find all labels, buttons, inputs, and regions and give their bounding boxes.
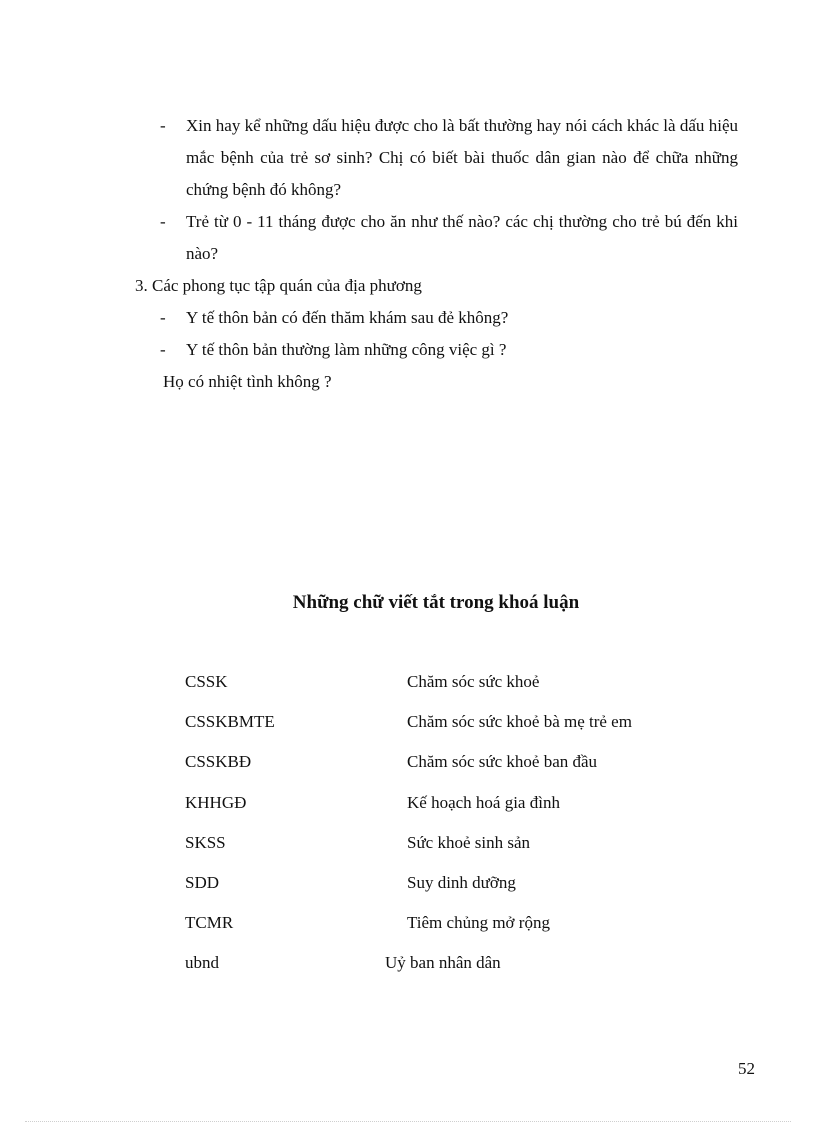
list-item — [160, 206, 738, 270]
abbreviation-definition: Uỷ ban nhân dân — [385, 953, 501, 973]
abbreviation-definition: Sức khoẻ sinh sản — [407, 832, 531, 852]
abbreviation-row — [185, 908, 705, 948]
abbreviation-row — [185, 667, 705, 707]
list-item-text: Xin hay kể những dấu hiệu được cho là bất thường hay nói cách khác là dấu hiệu mắc bệnh của trẻ sơ sinh? Chị có biết bài thuốc dân gian nào để chữa những chứng bệnh đó không? — [186, 116, 738, 199]
list-item — [160, 110, 738, 206]
abbreviation-code: SKSS — [185, 832, 226, 852]
footer-divider — [25, 1121, 791, 1122]
bullet-dash: - — [160, 340, 166, 359]
abbreviation-code: CSSKBĐ — [185, 752, 252, 772]
abbreviation-row — [185, 948, 705, 988]
abbreviation-row — [185, 707, 705, 747]
page-number: 52 — [738, 1059, 755, 1078]
list-item-text: Y tế thôn bản có đến thăm khám sau đẻ không? — [186, 308, 509, 327]
abbreviation-code: CSSK — [185, 672, 228, 691]
section-heading: 3. Các phong tục tập quán của địa phương — [135, 276, 422, 295]
abbreviation-code: SDD — [185, 872, 220, 892]
abbreviation-row — [185, 828, 705, 868]
bullet-dash: - — [160, 308, 166, 327]
abbreviations-table — [185, 667, 705, 989]
abbreviation-row — [185, 788, 705, 828]
bullet-dash: - — [160, 212, 166, 231]
abbreviation-definition: Tiêm chủng mở rộng — [407, 913, 550, 933]
question-list-2 — [160, 302, 738, 366]
abbreviations-title: Những chữ viết tắt trong khoá luận — [292, 592, 580, 613]
trailing-question: Họ có nhiệt tình không ? — [163, 372, 332, 391]
abbreviation-row — [185, 747, 705, 787]
abbreviation-code: TCMR — [185, 913, 234, 933]
list-item-text: Y tế thôn bản thường làm những công việc gì ? — [186, 340, 507, 359]
list-item-text: Trẻ từ 0 - 11 tháng được cho ăn như thế nào? các chị thường cho trẻ bú đến khi nào? — [186, 212, 738, 263]
question-list-1 — [160, 110, 738, 270]
abbreviation-definition: Kế hoạch hoá gia đình — [407, 792, 560, 812]
abbreviation-definition: Chăm sóc sức khoẻ ban đầu — [407, 752, 598, 772]
abbreviation-row — [185, 868, 705, 908]
abbreviation-definition: Chăm sóc sức khoẻ — [407, 672, 540, 691]
abbreviation-code: KHHGĐ — [185, 792, 247, 812]
abbreviation-code: ubnd — [185, 953, 219, 973]
list-item — [160, 334, 738, 366]
abbreviation-definition: Chăm sóc sức khoẻ bà mẹ trẻ em — [407, 712, 632, 732]
list-item — [160, 302, 738, 334]
abbreviation-code: CSSKBMTE — [185, 712, 275, 732]
abbreviation-definition: Suy dinh dưỡng — [407, 872, 516, 892]
bullet-dash: - — [160, 116, 166, 135]
